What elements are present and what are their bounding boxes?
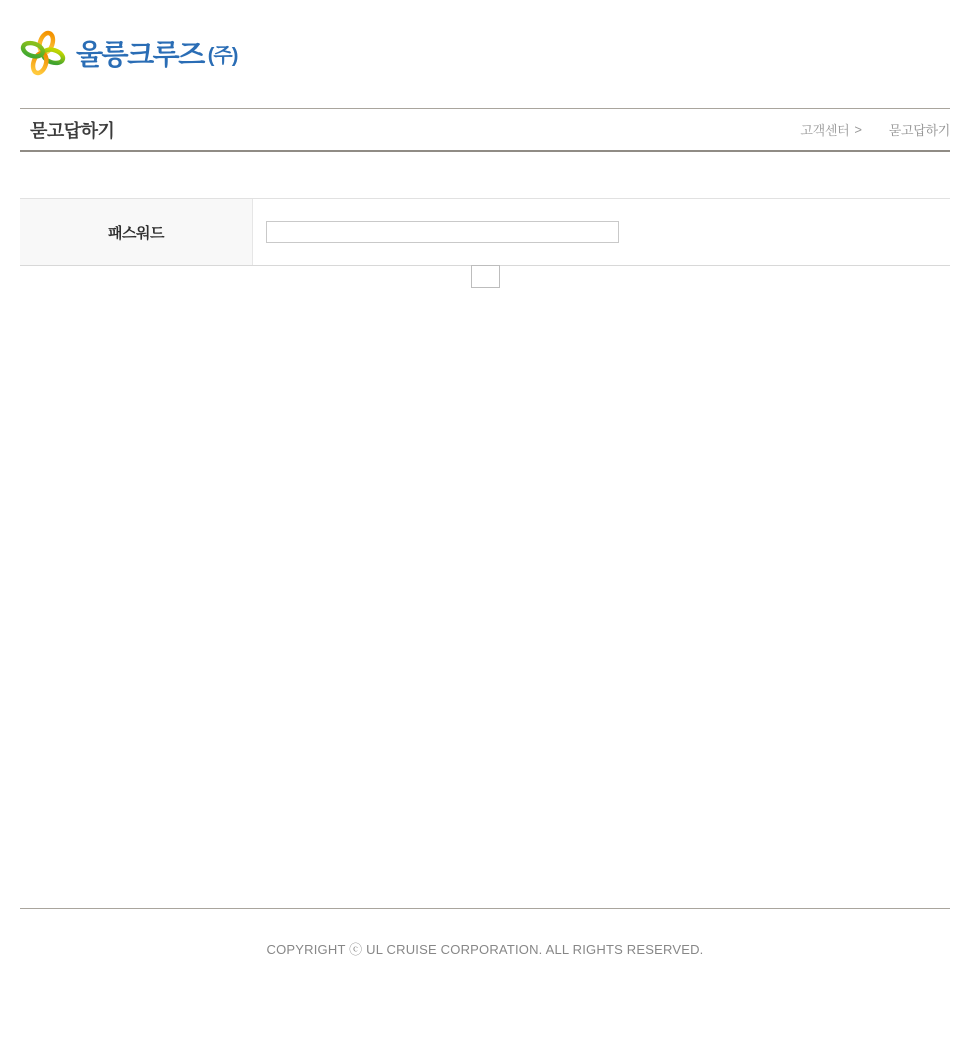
site-footer (20, 908, 950, 958)
page-title-bar (20, 108, 950, 152)
pinwheel-flower-icon (20, 28, 66, 78)
submit-button[interactable] (471, 265, 500, 288)
site-header (0, 0, 970, 108)
password-label: 패스워드 (20, 199, 253, 265)
breadcrumb (800, 120, 950, 139)
breadcrumb-parent[interactable]: 고객센터 (800, 123, 850, 138)
logo-company-name: 울릉크루즈 (76, 39, 204, 70)
logo-text (76, 33, 237, 73)
spacer (20, 152, 950, 198)
breadcrumb-current: 묻고답하기 (888, 123, 950, 138)
site-logo[interactable] (20, 28, 237, 78)
copyright-text: COPYRIGHT ⓒ UL CRUISE CORPORATION. ALL RIGHTS RESERVED. (266, 942, 704, 957)
password-cell (253, 199, 950, 265)
page-title: 묻고답하기 (30, 120, 115, 141)
breadcrumb-separator: > (854, 122, 862, 137)
content-area (20, 108, 950, 288)
password-input[interactable] (266, 221, 619, 243)
password-form-table (20, 198, 950, 266)
submit-row (20, 265, 950, 288)
logo-company-suffix: (주) (207, 44, 238, 67)
